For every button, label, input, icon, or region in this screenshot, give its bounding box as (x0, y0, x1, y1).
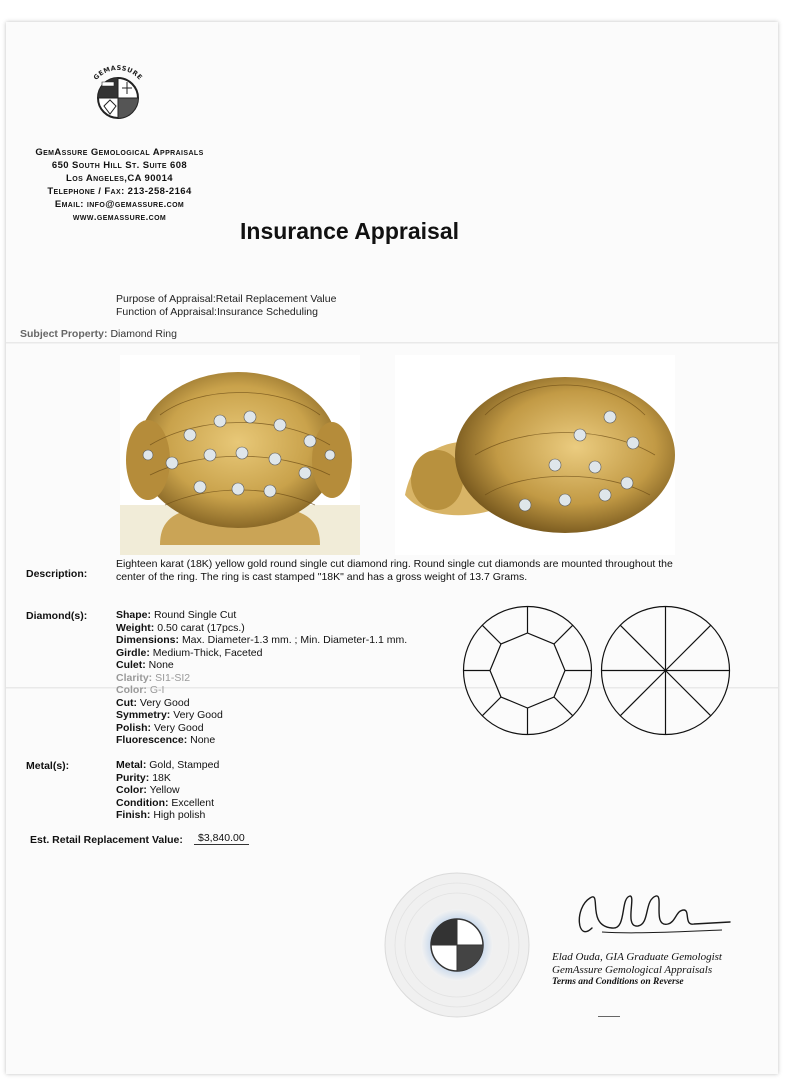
gemassure-logo-icon (80, 60, 156, 136)
svg-text:GEMASSURE: GEMASSURE (91, 63, 145, 82)
diamond-details (116, 609, 407, 747)
appraisal-purpose (116, 293, 336, 319)
ring-side-image (395, 355, 675, 555)
function-line: Function of Appraisal:Insurance Scheduling (116, 306, 318, 318)
subject-label: Subject Property: (20, 328, 108, 340)
company-info (12, 146, 227, 224)
company-website: www.gemassure.com (72, 212, 167, 223)
diamond-field: Cut: Very Good (116, 696, 190, 709)
signer-company: GemAssure Gemological Appraisals (552, 963, 713, 976)
metal-label: Metal(s): (26, 760, 70, 772)
description-label: Description: (26, 568, 88, 580)
metal-field: Finish: High polish (116, 809, 206, 821)
metal-details (116, 759, 219, 822)
diamond-field: Culet: None (116, 659, 174, 671)
diamond-field: Color: G-I (116, 684, 165, 696)
subject-property (20, 328, 177, 340)
metal-field: Condition: Excellent (116, 796, 215, 809)
signer-block (552, 951, 722, 989)
document-title: Insurance Appraisal (240, 218, 460, 244)
diamond-crown-diagram (460, 603, 595, 738)
ring-photo-side (395, 355, 675, 555)
purpose-line: Purpose of Appraisal:Retail Replacement Value (116, 293, 337, 305)
diamond-field: Symmetry: Very Good (116, 709, 223, 721)
metal-field: Metal: Gold, Stamped (116, 759, 220, 771)
ring-photo-front (120, 355, 360, 555)
signer-name: Elad Ouda, GIA Graduate Gemologist (552, 951, 722, 963)
metal-field: Color: Yellow (116, 784, 180, 796)
terms-note: Terms and Conditions on Reverse (552, 977, 684, 987)
signature-image (572, 888, 732, 948)
hologram-seal-icon (382, 870, 532, 1020)
company-phone: Telephone / Fax: 213-258-2164 (47, 186, 192, 197)
fold-line (6, 342, 778, 344)
diamonds-label: Diamond(s): (26, 610, 88, 622)
diamond-pavilion-diagram (598, 603, 733, 738)
diamond-field: Girdle: Medium-Thick, Faceted (116, 646, 263, 659)
value-label: Est. Retail Replacement Value: (30, 834, 183, 846)
value-amount: $3,840.00 (194, 832, 249, 845)
description-text: Eighteen karat (18K) yellow gold round single cut diamond ring. Round single cut diamonds are mounted throughout the center of the ring. The ring is cast stamped "18K" and has a gross weight of 13.7 Grams. (116, 558, 673, 583)
company-name: GemAssure Gemological Appraisals (35, 147, 204, 158)
subject-value: Diamond Ring (110, 328, 177, 340)
diamond-field: Polish: Very Good (116, 721, 204, 734)
company-address-line2: Los Angeles,CA 90014 (66, 173, 173, 184)
diamond-field: Weight: 0.50 carat (17pcs.) (116, 621, 245, 634)
footer-dash (598, 1016, 620, 1017)
metal-field: Purity: 18K (116, 771, 171, 784)
diamond-field: Dimensions: Max. Diameter-1.3 mm. ; Min. Diameter-1.1 mm. (116, 634, 408, 646)
diamond-field: Shape: Round Single Cut (116, 609, 237, 621)
company-email: Email: info@gemassure.com (54, 199, 185, 210)
diamond-field: Fluorescence: None (116, 734, 216, 746)
ring-front-image (120, 355, 360, 555)
diamond-field: Clarity: SI1-SI2 (116, 671, 191, 684)
company-address-line1: 650 South Hill St. Suite 608 (51, 160, 188, 171)
